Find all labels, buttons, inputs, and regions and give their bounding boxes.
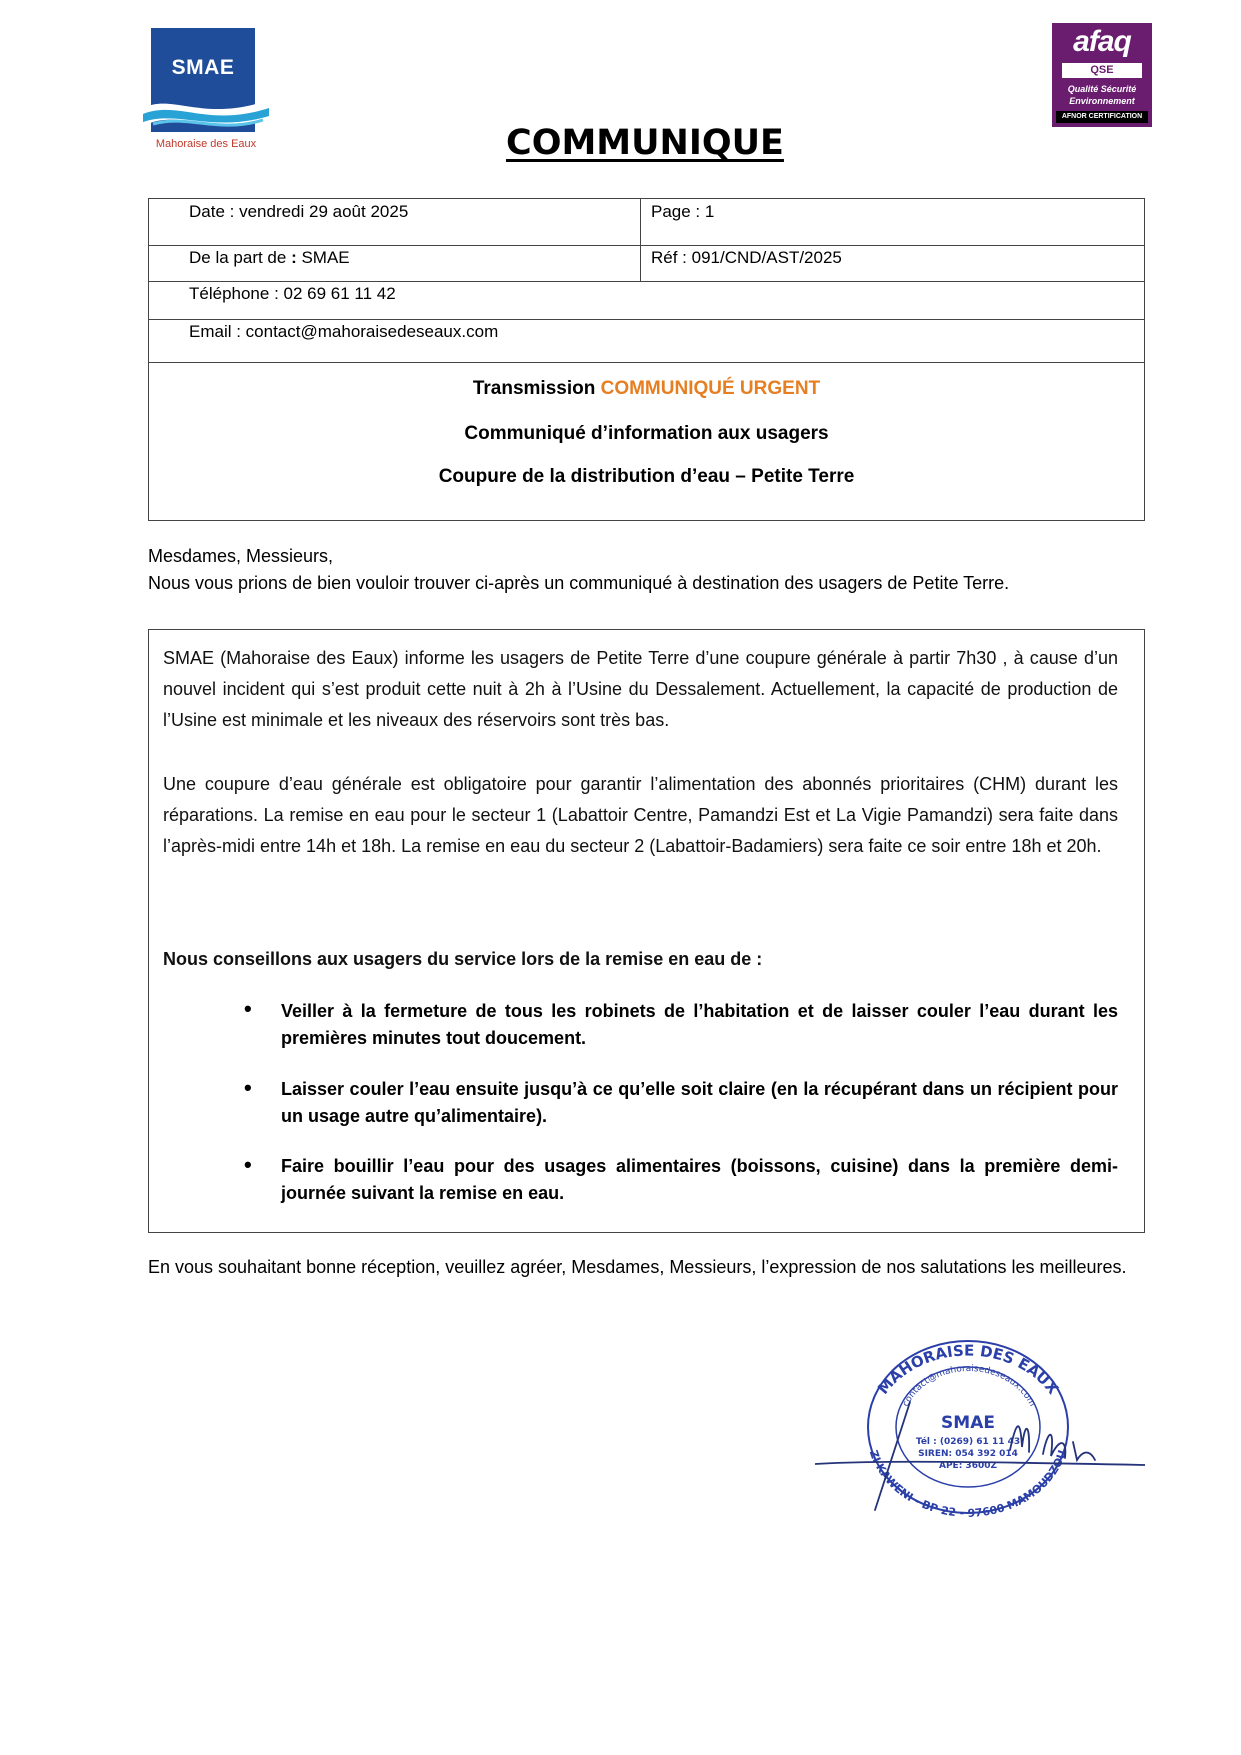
header-from-value: SMAE — [301, 248, 350, 267]
header-page: Page : 1 — [651, 202, 715, 221]
transmission-subtitle: Communiqué d’information aux usagers — [464, 423, 829, 444]
body-paragraph-1: SMAE (Mahoraise des Eaux) informe les usagers de Petite Terre d’une coupure générale à partir 7h30 , à cause d’un nouvel incident qui s’est produit cette nuit à 2h à l’Usine du Dessalement. Actuellement, la capacité de production de l’Usine est minimale et les niveaux des réservoirs sont très bas. — [163, 648, 1118, 730]
urgent-label: COMMUNIQUÉ URGENT — [600, 378, 821, 399]
stamp-ring-top: MAHORAISE DES EAUX — [874, 1341, 1063, 1398]
header-email: Email : contact@mahoraisedeseaux.com — [189, 322, 499, 341]
transmission-line — [149, 378, 1144, 400]
smae-logo-tagline: Mahoraise des Eaux — [155, 138, 257, 150]
header-from-label: De la part de — [189, 248, 292, 267]
communique-body — [148, 629, 1145, 1233]
bullet-icon: • — [244, 996, 252, 1021]
advice-item-2: Laisser couler l’eau ensuite jusqu’à ce qu’elle soit claire (en la récupérant dans un récipient pour un usage autre qu’alimentaire). — [281, 1079, 1118, 1126]
bullet-icon: • — [244, 1152, 252, 1177]
stamp-ring-bottom: ZI KAWENI - BP 22 - 97600 MAMOUDZOU — [866, 1448, 1070, 1517]
afaq-logo-line1: Qualité Sécurité — [1067, 84, 1137, 94]
afaq-logo — [1052, 23, 1152, 127]
afaq-logo-scope — [1056, 83, 1148, 107]
page-title: COMMUNIQUE — [506, 123, 784, 163]
afaq-logo-line2: Environnement — [1069, 96, 1135, 106]
stamp-center: SMAE — [941, 1413, 995, 1433]
bullet-icon: • — [244, 1075, 252, 1100]
header-date: Date : vendredi 29 août 2025 — [189, 202, 409, 221]
closing-text: En vous souhaitant bonne réception, veuillez agréer, Mesdames, Messieurs, l’expression de nos salutations les meilleures. — [148, 1257, 1127, 1277]
advice-title: Nous conseillons aux usagers du service lors de la remise en eau de : — [163, 949, 763, 969]
header-ref: Réf : 091/CND/AST/2025 — [651, 248, 842, 267]
advice-item-3: Faire bouillir l’eau pour des usages alimentaires (boissons, cuisine) dans la première demi- journée suivant la remise en eau. — [281, 1156, 1118, 1203]
stamp-ape: APE: 3600Z — [938, 1461, 998, 1471]
afaq-logo-qse: QSE — [1062, 63, 1142, 78]
intro-text: Nous vous prions de bien vouloir trouver ci-après un communiqué à destination des usagers de Petite Terre. — [148, 573, 1010, 593]
afaq-logo-name: afaq — [1073, 25, 1131, 58]
afaq-logo-footer: AFNOR CERTIFICATION — [1056, 111, 1148, 123]
header-from — [189, 248, 350, 268]
header-table — [148, 198, 1145, 363]
transmission-label: Transmission — [472, 378, 601, 399]
transmission-topic: Coupure de la distribution d’eau – Petite Terre — [438, 466, 855, 487]
transmission-box — [148, 362, 1145, 521]
advice-item-1: Veiller à la fermeture de tous les robinets de l’habitation et de laisser couler l’eau durant les premières minutes tout doucement. — [281, 1001, 1118, 1048]
company-stamp — [815, 1332, 1145, 1517]
stamp-ring-inner: contact@mahoraisedeseaux.com — [901, 1363, 1037, 1409]
stamp-siren: SIREN: 054 392 014 — [918, 1449, 1018, 1459]
header-phone: Téléphone : 02 69 61 11 42 — [189, 284, 396, 303]
stamp-tel: Tél : (0269) 61 11 43 — [915, 1437, 1021, 1447]
smae-logo-brand: SMAE — [171, 56, 235, 79]
body-paragraph-2: Une coupure d’eau générale est obligatoire pour garantir l’alimentation des abonnés prioritaires (CHM) durant les réparations. La remise en eau pour le secteur 1 (Labattoir Centre, Pamandzi Est et La Vigie Pamandzi) sera faite dans l’après-midi entre 14h et 18h. La remise en eau du secteur 2 (Labattoir-Badamiers) sera faite ce soir entre 18h et 20h. — [163, 774, 1118, 856]
intro-greeting: Mesdames, Messieurs, — [148, 546, 334, 566]
header-from-colon: : — [291, 248, 302, 267]
